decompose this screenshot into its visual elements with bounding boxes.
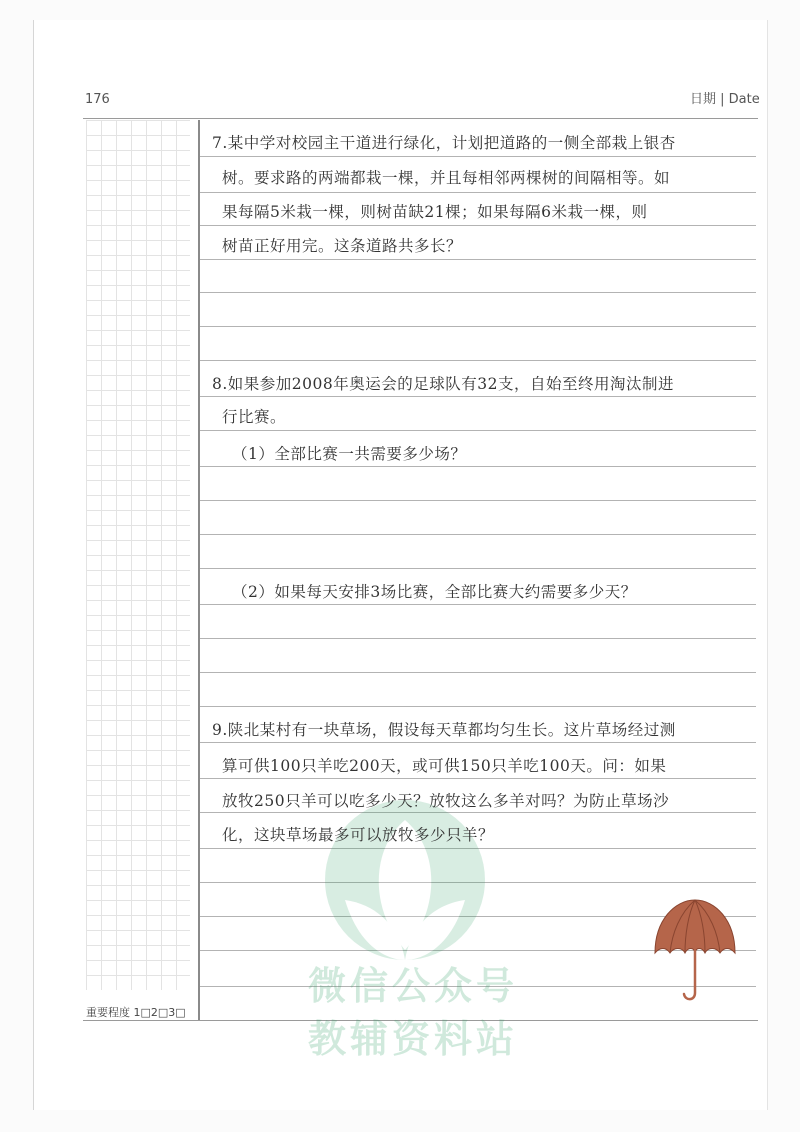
ruled-line xyxy=(200,225,756,226)
watermark-text-2: 教辅资料站 xyxy=(308,1017,519,1061)
ruled-line xyxy=(200,259,756,260)
ruled-line xyxy=(200,192,756,193)
ruled-line xyxy=(200,672,756,673)
question-9-line: 9.陕北某村有一块草场，假设每天草都均匀生长。这片草场经过测 xyxy=(212,721,676,739)
ruled-line xyxy=(200,360,756,361)
ruled-line xyxy=(200,534,756,535)
ruled-line xyxy=(200,706,756,707)
question-8-line: 8.如果参加2008年奥运会的足球队有32支，自始至终用淘汰制进 xyxy=(212,375,674,393)
ruled-line xyxy=(200,604,756,605)
question-9-line: 算可供100只羊吃200天，或可供150只羊吃100天。问：如果 xyxy=(222,757,667,775)
ruled-line xyxy=(200,396,756,397)
ruled-line xyxy=(200,430,756,431)
ruled-line xyxy=(200,568,756,569)
question-7-line: 7.某中学对校园主干道进行绿化，计划把道路的一侧全部栽上银杏 xyxy=(212,134,676,152)
question-7-line: 树苗正好用完。这条道路共多长？ xyxy=(222,237,463,255)
importance-rating: 重要程度 1□2□3□ xyxy=(86,1006,186,1019)
umbrella-icon xyxy=(650,895,740,1005)
question-7-line: 树。要求路的两端都栽一棵，并且每相邻两棵树的间隔相等。如 xyxy=(222,169,671,187)
ruled-line xyxy=(200,500,756,501)
question-9-line: 化，这块草场最多可以放牧多少只羊？ xyxy=(222,826,495,844)
question-8-line: 行比赛。 xyxy=(222,408,287,426)
question-8-part-2: （2）如果每天安排3场比赛，全部比赛大约需要多少天？ xyxy=(232,583,637,601)
watermark-text-1: 微信公众号 xyxy=(308,964,519,1008)
ruled-line xyxy=(200,326,756,327)
margin-rule xyxy=(198,120,200,1020)
ruled-line xyxy=(200,778,756,779)
ruled-line xyxy=(200,292,756,293)
question-8-part-1: （1）全部比赛一共需要多少场？ xyxy=(232,445,467,463)
date-label: 日期 | Date xyxy=(690,92,760,107)
question-7-line: 果每隔5米栽一棵，则树苗缺21棵；如果每隔6米栽一棵，则 xyxy=(222,203,648,221)
ruled-line xyxy=(200,742,756,743)
margin-grid xyxy=(86,120,190,990)
ruled-line xyxy=(200,466,756,467)
ruled-line xyxy=(200,638,756,639)
ruled-line xyxy=(200,156,756,157)
header-rule xyxy=(83,118,758,119)
question-9-line: 放牧250只羊可以吃多少天？放牧这么多羊对吗？为防止草场沙 xyxy=(222,792,670,810)
page-number: 176 xyxy=(85,92,110,107)
